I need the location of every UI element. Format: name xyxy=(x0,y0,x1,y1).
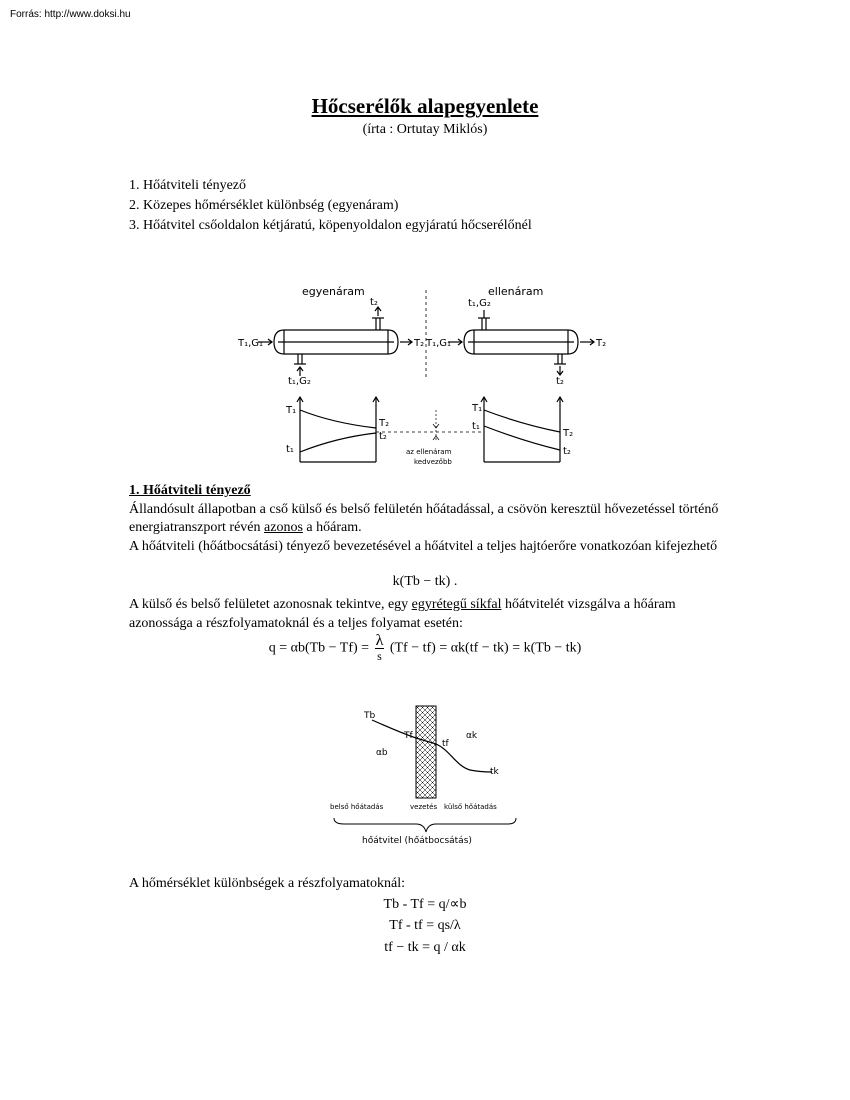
label-t2-bottom-right: t₂ xyxy=(556,376,564,387)
plot-left-t2: t₂ xyxy=(379,431,387,442)
wall-label-Tb: Tb xyxy=(364,711,376,721)
equation-2: q = αb(Tb − Tf) = $\frac{\lambda}{s}$ (Tf − tf) = αk(tf − tk) = k(Tb − tk) xyxy=(268,632,582,663)
source-url[interactable]: Forrás: http://www.doksi.hu xyxy=(10,9,131,20)
wall-label-tk: tk xyxy=(490,767,499,777)
note-line2: kedvezőbb xyxy=(414,458,452,466)
heat-exchanger-diagram xyxy=(230,280,630,470)
section-1-heading: 1. Hőátviteli tényező xyxy=(129,483,251,498)
flat-wall-diagram xyxy=(330,700,530,850)
wall-label-tf: tf xyxy=(442,739,449,749)
section-heat-transfer-coefficient xyxy=(129,482,729,556)
toc-item-3: 3. Hőátvitel csőoldalon kétjáratú, köpenyoldalon egyjáratú hőcserélőnél xyxy=(129,218,532,233)
toc-item-1: 1. Hőátviteli tényező xyxy=(129,178,247,193)
plot-right-T2: T₂ xyxy=(563,428,574,439)
label-T1G1-left: T₁,G₁ xyxy=(238,338,264,349)
wall-label-alpha-k: αk xyxy=(466,731,478,741)
label-parallel-flow: egyenáram xyxy=(302,285,365,298)
label-t2-top-left: t₂ xyxy=(370,297,378,308)
label-counter-flow: ellenáram xyxy=(488,285,544,298)
section-1-paragraph-3: A külső és belső felületet azonosnak tekintve, egy egyrétegű síkfal hőátvitelét vizsgálva a hőáram azonossága a részfolyamatoknál és a teljes folyamat esetén: xyxy=(129,597,676,631)
note-line1: az ellenáram xyxy=(406,448,452,456)
label-inner-convection: belső hőátadás xyxy=(330,803,384,811)
wall-label-Tf: Tf xyxy=(404,731,413,741)
section-1-paragraph-2: A hőátviteli (hőátbocsátási) tényező bevezetésével a hőátvitel a teljes hajtóerőre vonatkozóan kifejezhető xyxy=(129,538,718,554)
label-T2-right: T₂ xyxy=(596,338,607,349)
equation-diff-3: tf − tk = q / αk xyxy=(384,940,466,955)
plot-left-T1: T₁ xyxy=(286,405,297,416)
equation-diff-1: Tb - Tf = q/∝b xyxy=(383,897,467,912)
label-heat-transmission: hőátvitel (hőátbocsátás) xyxy=(362,836,472,846)
page-subtitle: (írta : Ortutay Miklós) xyxy=(362,122,488,137)
temperature-differences-intro: A hőmérséklet különbségek a részfolyamatoknál: xyxy=(129,876,406,891)
label-conduction: vezetés xyxy=(410,803,438,811)
plot-left-t1: t₁ xyxy=(286,444,294,455)
equation-diff-2: Tf - tf = qs/λ xyxy=(389,918,461,933)
plot-right-t2: t₂ xyxy=(563,446,571,457)
plot-right-t1: t₁ xyxy=(472,421,480,432)
label-t1G2-left: t₁,G₂ xyxy=(288,376,311,387)
label-t1G2-right: t₁,G₂ xyxy=(468,298,491,309)
plot-left-T2: T₂ xyxy=(379,418,390,429)
wall-label-alpha-b: αb xyxy=(376,748,388,758)
section-1-paragraph-1: Állandósult állapotban a cső külső és belső felületén hőátadással, a csövön keresztül hővezetéssel történő energiatranszport révén azonos a hőáram. xyxy=(129,501,719,535)
label-T2-left: T₂ xyxy=(414,338,425,349)
equation-1: k(Tb − tk) . xyxy=(392,574,458,589)
label-T1G1-right: T₁,G₁ xyxy=(426,338,452,349)
page-title: Hőcserélők alapegyenlete xyxy=(311,94,539,118)
toc-item-2: 2. Közepes hőmérséklet különbség (egyenáram) xyxy=(129,198,399,213)
plot-right-T1: T₁ xyxy=(472,403,483,414)
label-outer-convection: külső hőátadás xyxy=(444,803,497,811)
table-of-contents xyxy=(129,176,532,236)
